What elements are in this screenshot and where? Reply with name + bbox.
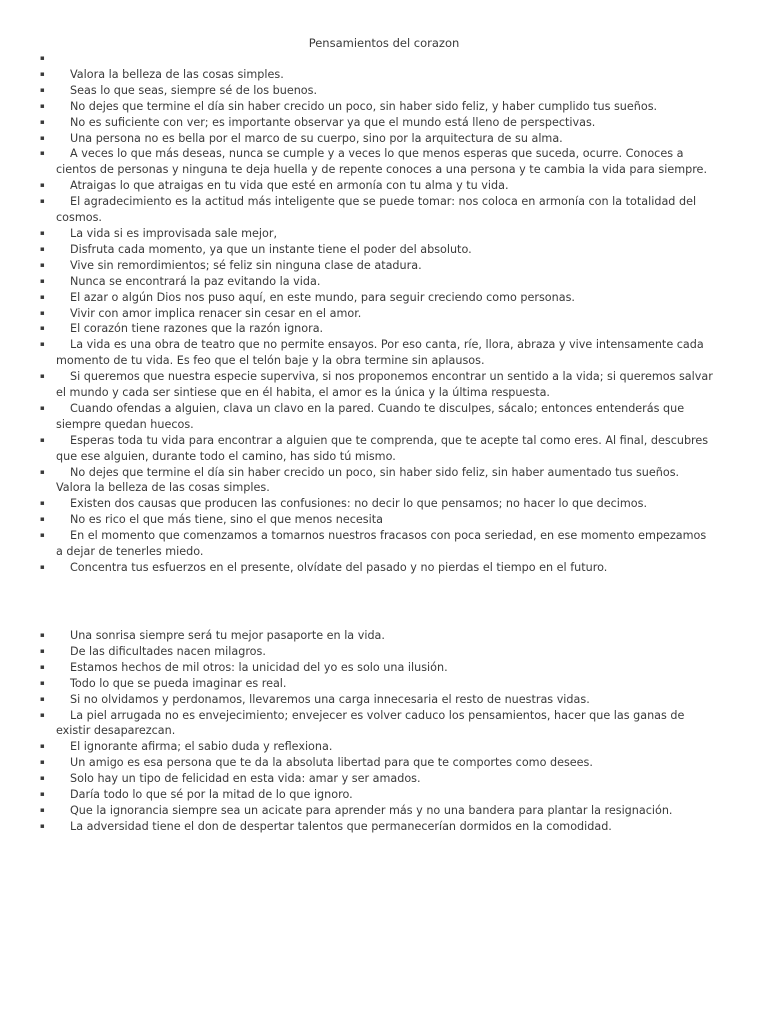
list-item — [40, 692, 716, 708]
list-item — [40, 242, 716, 258]
quote-text: Cuando ofendas a alguien, clava un clavo en la pared. Cuando te disculpes, sácalo; entonces entenderás que siempre quedan huecos. — [56, 401, 685, 431]
bullet-icon: ▪ — [40, 531, 45, 540]
list-item — [40, 306, 716, 322]
quote-text: Disfruta cada momento, ya que un instante tiene el poder del absoluto. — [70, 242, 472, 256]
list-item — [40, 178, 716, 194]
list-item — [40, 739, 716, 755]
bullet-icon: ▪ — [40, 292, 45, 301]
list-item — [40, 337, 716, 369]
bullet-icon: ▪ — [40, 467, 45, 476]
list-item — [40, 115, 716, 131]
bullet-icon: ▪ — [40, 372, 45, 381]
list-item — [40, 676, 716, 692]
quote-text: Una sonrisa siempre será tu mejor pasaporte en la vida. — [70, 629, 385, 642]
quote-text: A veces lo que más deseas, nunca se cumple y a veces lo que menos esperas que suceda, ocurre. Conoces a cientos de personas y ninguna te deja huella y de repente conoces a una persona y te cambia la vida para siempre. — [56, 147, 707, 177]
quote-text: Si no olvidamos y perdonamos, llevaremos una carga innecesaria el resto de nuestras vidas. — [70, 692, 590, 706]
quote-text: Vive sin remordimientos; sé feliz sin ninguna clase de atadura. — [70, 258, 422, 272]
list-item — [40, 528, 716, 560]
bullet-icon: ▪ — [40, 499, 45, 508]
quote-text: El corazón tiene razones que la razón ignora. — [70, 322, 324, 336]
quote-text: El ignorante afirma; el sabio duda y reflexiona. — [70, 740, 333, 754]
quote-text: En el momento que comenzamos a tomarnos nuestros fracasos con poca seriedad, en ese momento empezamos a dejar de tenerles miedo. — [56, 529, 707, 559]
list-item — [40, 660, 716, 676]
quote-text: No es rico el que más tiene, sino el que menos necesita — [70, 513, 383, 527]
bullet-icon: ▪ — [40, 563, 45, 571]
list-item — [40, 401, 716, 433]
list-item — [40, 67, 716, 83]
quote-text: Vivir con amor implica renacer sin cesar en el amor. — [70, 306, 362, 320]
list-item — [40, 708, 716, 740]
list-item — [40, 274, 716, 290]
quote-text: Estamos hechos de mil otros: la unicidad del yo es solo una ilusión. — [70, 660, 448, 674]
quote-text: La piel arrugada no es envejecimiento; envejecer es volver caduco los pensamientos, hacer que las ganas de existir desaparezcan. — [56, 708, 685, 738]
quote-text: Un amigo es esa persona que te da la absoluta libertad para que te comportes como desees. — [70, 756, 593, 770]
list-item — [40, 290, 716, 306]
quote-text: Una persona no es bella por el marco de su cuerpo, sino por la arquitectura de su alma. — [70, 131, 563, 145]
quote-text: No es suficiente con ver; es importante observar ya que el mundo está lleno de perspectivas. — [70, 115, 596, 129]
bullet-icon: ▪ — [40, 662, 45, 671]
quote-text: Concentra tus esfuerzos en el presente, olvídate del pasado y no pierdas el tiempo en el futuro. — [70, 561, 608, 574]
quote-text: De las dificultades nacen milagros. — [70, 644, 266, 658]
bullet-icon: ▪ — [40, 228, 45, 237]
list-item — [40, 465, 716, 497]
list-item — [40, 321, 716, 337]
bullet-icon: ▪ — [40, 244, 45, 253]
bullet-icon: ▪ — [40, 774, 45, 783]
bullet-icon: ▪ — [40, 197, 45, 206]
list-item — [40, 560, 716, 576]
quote-text: La vida si es improvisada sale mejor, — [70, 226, 278, 240]
quote-text: Nunca se encontrará la paz evitando la vida. — [70, 274, 321, 288]
list-item — [40, 258, 716, 274]
list-item — [40, 628, 716, 644]
list-item — [40, 51, 716, 67]
quote-list-first — [40, 51, 716, 576]
quote-text: Solo hay un tipo de felicidad en esta vida: amar y ser amados. — [70, 772, 421, 786]
bullet-icon: ▪ — [40, 790, 45, 799]
bullet-icon: ▪ — [40, 631, 45, 639]
bullet-icon: ▪ — [40, 678, 45, 687]
quote-text: No dejes que termine el día sin haber crecido un poco, sin haber sido feliz, y haber cumplido tus sueños. — [70, 99, 658, 113]
list-item — [40, 433, 716, 465]
bullet-icon: ▪ — [40, 742, 45, 751]
list-item — [40, 194, 716, 226]
document-title: Pensamientos del corazon — [308, 36, 460, 50]
quote-text: Todo lo que se pueda imaginar es real. — [70, 676, 287, 690]
quote-text: Si queremos que nuestra especie superviva, si nos proponemos encontrar un sentido a la vida; si queremos salvar el mundo y cada ser sintiese que en él habita, el amor es la única y la última respuesta. — [56, 370, 713, 400]
list-item — [40, 755, 716, 771]
bullet-icon: ▪ — [40, 694, 45, 703]
bullet-icon: ▪ — [40, 805, 45, 814]
bullet-icon: ▪ — [40, 758, 45, 767]
quote-text: Que la ignorancia siempre sea un acicate para aprender más y no una bandera para plantar la resignación. — [70, 803, 673, 817]
list-item — [40, 644, 716, 660]
quote-text: Daría todo lo que sé por la mitad de lo que ignoro. — [70, 788, 353, 802]
bullet-icon: ▪ — [40, 69, 45, 78]
bullet-icon: ▪ — [40, 324, 45, 333]
list-item — [40, 496, 716, 512]
bullet-icon: ▪ — [40, 276, 45, 285]
bullet-icon: ▪ — [40, 117, 45, 126]
bullet-icon: ▪ — [40, 435, 45, 444]
bullet-icon: ▪ — [40, 85, 45, 94]
quote-text: Existen dos causas que producen las confusiones: no decir lo que pensamos; no hacer lo que decimos. — [70, 497, 648, 511]
list-item — [40, 369, 716, 401]
quote-text: Valora la belleza de las cosas simples. — [70, 67, 284, 81]
list-item — [40, 146, 716, 178]
list-item — [40, 99, 716, 115]
bullet-icon: ▪ — [40, 260, 45, 269]
list-item — [40, 771, 716, 787]
list-item — [40, 787, 716, 803]
quote-text: No dejes que termine el día sin haber crecido un poco, sin haber sido feliz, sin haber aumentado tus sueños. Valora la belleza de las cosas simples. — [56, 465, 680, 495]
quote-text: La vida es una obra de teatro que no permite ensayos. Por eso canta, ríe, llora, abraza y vive intensamente cada momento de tu vida. Es feo que el telón baje y la obra termine sin aplausos. — [56, 338, 704, 368]
bullet-icon: ▪ — [40, 340, 45, 349]
quote-text: Atraigas lo que atraigas en tu vida que esté en armonía con tu alma y tu vida. — [70, 179, 509, 193]
list-item — [40, 803, 716, 819]
bullet-icon: ▪ — [40, 308, 45, 317]
quote-text: La adversidad tiene el don de despertar talentos que permanecerían dormidos en la comodidad. — [70, 819, 612, 833]
bullet-icon: ▪ — [40, 821, 45, 830]
quote-text: El agradecimiento es la actitud más inteligente que se puede tomar: nos coloca en armonía con la totalidad del cosmos. — [56, 195, 697, 225]
bullet-icon: ▪ — [40, 646, 45, 655]
quote-text: Seas lo que seas, siempre sé de los buenos. — [70, 83, 318, 97]
quote-text: El azar o algún Dios nos puso aquí, en este mundo, para seguir creciendo como personas. — [70, 290, 575, 304]
list-item — [40, 512, 716, 528]
bullet-icon: ▪ — [40, 403, 45, 412]
list-item — [40, 83, 716, 99]
list-item — [40, 131, 716, 147]
bullet-icon: ▪ — [40, 133, 45, 142]
bullet-icon: ▪ — [40, 101, 45, 110]
bullet-icon: ▪ — [40, 181, 45, 190]
bullet-icon: ▪ — [40, 149, 45, 158]
list-item — [40, 226, 716, 242]
list-item — [40, 819, 716, 835]
bullet-icon: ▪ — [40, 54, 45, 62]
bullet-icon: ▪ — [40, 710, 45, 719]
quote-text: Esperas toda tu vida para encontrar a alguien que te comprenda, que te acepte tal como eres. Al final, descubres que ese alguien, durante todo el camino, has sido tú mismo. — [56, 433, 709, 463]
bullet-icon: ▪ — [40, 515, 45, 524]
quote-list-second — [40, 628, 716, 835]
